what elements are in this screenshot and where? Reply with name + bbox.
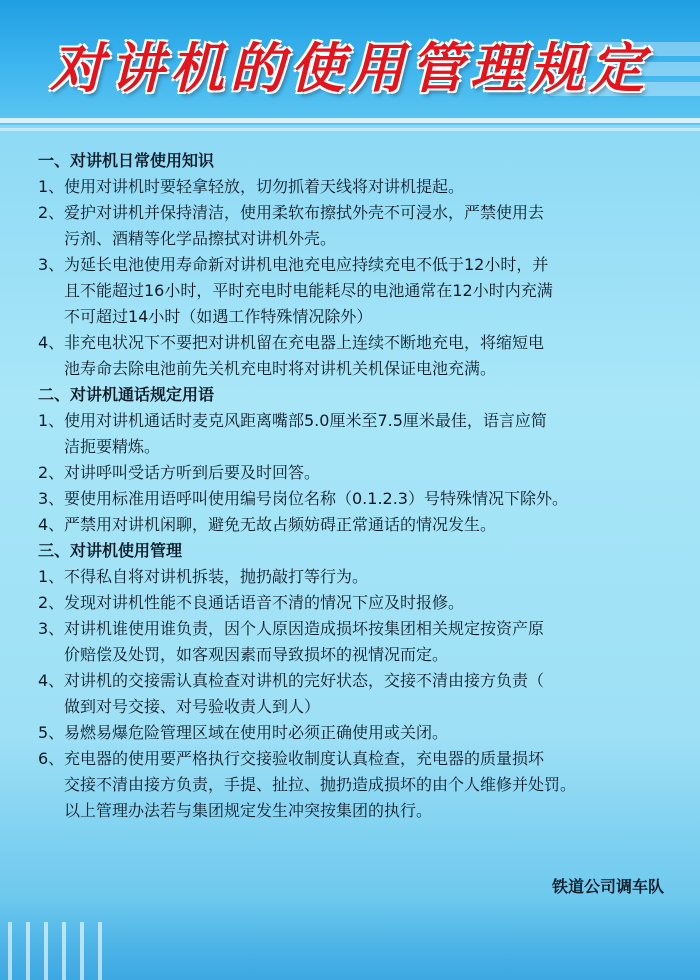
rule-line: 充电器的使用要严格执行交接验收制度认真检查，充电器的质量损坏 xyxy=(64,749,545,768)
section-heading: 二、对讲机通话规定用语 xyxy=(38,385,215,404)
rule-item xyxy=(38,512,668,538)
rule-number: 5、 xyxy=(38,723,65,742)
header-divider xyxy=(0,128,700,131)
rule-text xyxy=(64,486,668,512)
rule-line: 严禁用对讲机闲聊，避免无故占频妨碍正常通话的情况发生。 xyxy=(64,515,497,534)
rule-line: 池寿命去除电池前先关机充电时将对讲机关机保证电池充满。 xyxy=(64,359,497,378)
rule-item xyxy=(38,252,668,330)
rule-line: 做到对号交接、对号验收责人到人） xyxy=(64,697,321,716)
bar-decoration xyxy=(80,922,84,980)
rule-text xyxy=(64,200,668,252)
rule-item xyxy=(38,174,668,200)
signature: 铁道公司调车队 xyxy=(551,877,664,896)
rule-line: 交接不清由接方负责，手提、扯拉、抛扔造成损坏的由个人维修并处罚。 xyxy=(64,775,577,794)
rule-text xyxy=(64,408,668,460)
rule-line: 非充电状况下不要把对讲机留在充电器上连续不断地充电，将缩短电 xyxy=(64,333,545,352)
rule-item xyxy=(38,720,668,746)
rules-content xyxy=(38,148,668,824)
rule-text xyxy=(64,460,668,486)
rule-text xyxy=(64,668,668,720)
rule-item xyxy=(38,746,668,798)
rule-item xyxy=(38,668,668,720)
rule-number: 4、 xyxy=(38,515,65,534)
rule-number: 2、 xyxy=(38,203,65,222)
rule-text xyxy=(64,174,668,200)
rule-text xyxy=(64,746,668,798)
rule-text xyxy=(64,616,668,668)
section-heading: 一、对讲机日常使用知识 xyxy=(38,151,215,170)
section-heading: 三、对讲机使用管理 xyxy=(38,541,183,560)
rule-line: 使用对讲机时要轻拿轻放，切勿抓着天线将对讲机提起。 xyxy=(64,177,465,196)
rule-item xyxy=(38,616,668,668)
rule-text xyxy=(64,564,668,590)
rule-item xyxy=(38,564,668,590)
rule-line: 不可超过14小时（如遇工作特殊情况除外） xyxy=(64,307,373,326)
rule-line: 发现对讲机性能不良通话语音不清的情况下应及时报修。 xyxy=(64,593,465,612)
rule-text xyxy=(64,252,668,330)
rule-line: 易燃易爆危险管理区域在使用时必须正确使用或关闭。 xyxy=(64,723,449,742)
bottom-bars xyxy=(8,922,102,980)
rule-line: 价赔偿及处罚，如客观因素而导致损坏的视情况而定。 xyxy=(64,645,449,664)
rule-line: 使用对讲机通话时麦克风距离嘴部5.0厘米至7.5厘米最佳，语言应简 xyxy=(64,411,547,430)
bar-decoration xyxy=(62,922,66,980)
rule-number: 3、 xyxy=(38,619,65,638)
rule-line: 为延长电池使用寿命新对讲机电池充电应持续充电不低于12小时，并 xyxy=(64,255,549,274)
rule-number: 2、 xyxy=(38,463,65,482)
closing-note: 以上管理办法若与集团规定发生冲突按集团的执行。 xyxy=(64,801,433,820)
bar-decoration xyxy=(8,922,12,980)
rule-item xyxy=(38,486,668,512)
header-divider xyxy=(0,118,700,123)
rule-line: 要使用标准用语呼叫使用编号岗位名称（0.1.2.3）号特殊情况下除外。 xyxy=(64,489,568,508)
rule-number: 1、 xyxy=(38,567,65,586)
rule-line: 洁扼要精炼。 xyxy=(64,437,161,456)
rule-number: 3、 xyxy=(38,255,65,274)
rule-line: 对讲机谁使用谁负责，因个人原因造成损坏按集团相关规定按资产原 xyxy=(64,619,545,638)
rule-line: 污剂、酒精等化学品擦拭对讲机外壳。 xyxy=(64,229,337,248)
rule-number: 3、 xyxy=(38,489,65,508)
rule-item xyxy=(38,330,668,382)
rule-text xyxy=(64,330,668,382)
rule-number: 4、 xyxy=(38,671,65,690)
rule-number: 1、 xyxy=(38,177,65,196)
rule-item xyxy=(38,590,668,616)
rule-line: 爱护对讲机并保持清洁，使用柔软布擦拭外壳不可浸水，严禁使用去 xyxy=(64,203,545,222)
rule-number: 4、 xyxy=(38,333,65,352)
bar-decoration xyxy=(44,922,48,980)
rule-number: 2、 xyxy=(38,593,65,612)
rule-item xyxy=(38,200,668,252)
rule-line: 不得私自将对讲机拆装，抛扔敲打等行为。 xyxy=(64,567,369,586)
rule-line: 对讲呼叫受话方听到后要及时回答。 xyxy=(64,463,321,482)
rule-text xyxy=(64,512,668,538)
bar-decoration xyxy=(98,922,102,980)
bottom-decoration xyxy=(0,900,700,980)
rule-item xyxy=(38,408,668,460)
bar-decoration xyxy=(26,922,30,980)
rule-text xyxy=(64,590,668,616)
rule-text xyxy=(64,720,668,746)
rule-line: 且不能超过16小时，平时充电时电能耗尽的电池通常在12小时内充满 xyxy=(64,281,553,300)
rule-item xyxy=(38,460,668,486)
page-title: 对讲机的使用管理规定 xyxy=(50,37,650,100)
rule-number: 6、 xyxy=(38,749,65,768)
rule-line: 对讲机的交接需认真检查对讲机的完好状态，交接不清由接方负责（ xyxy=(64,671,545,690)
rule-number: 1、 xyxy=(38,411,65,430)
